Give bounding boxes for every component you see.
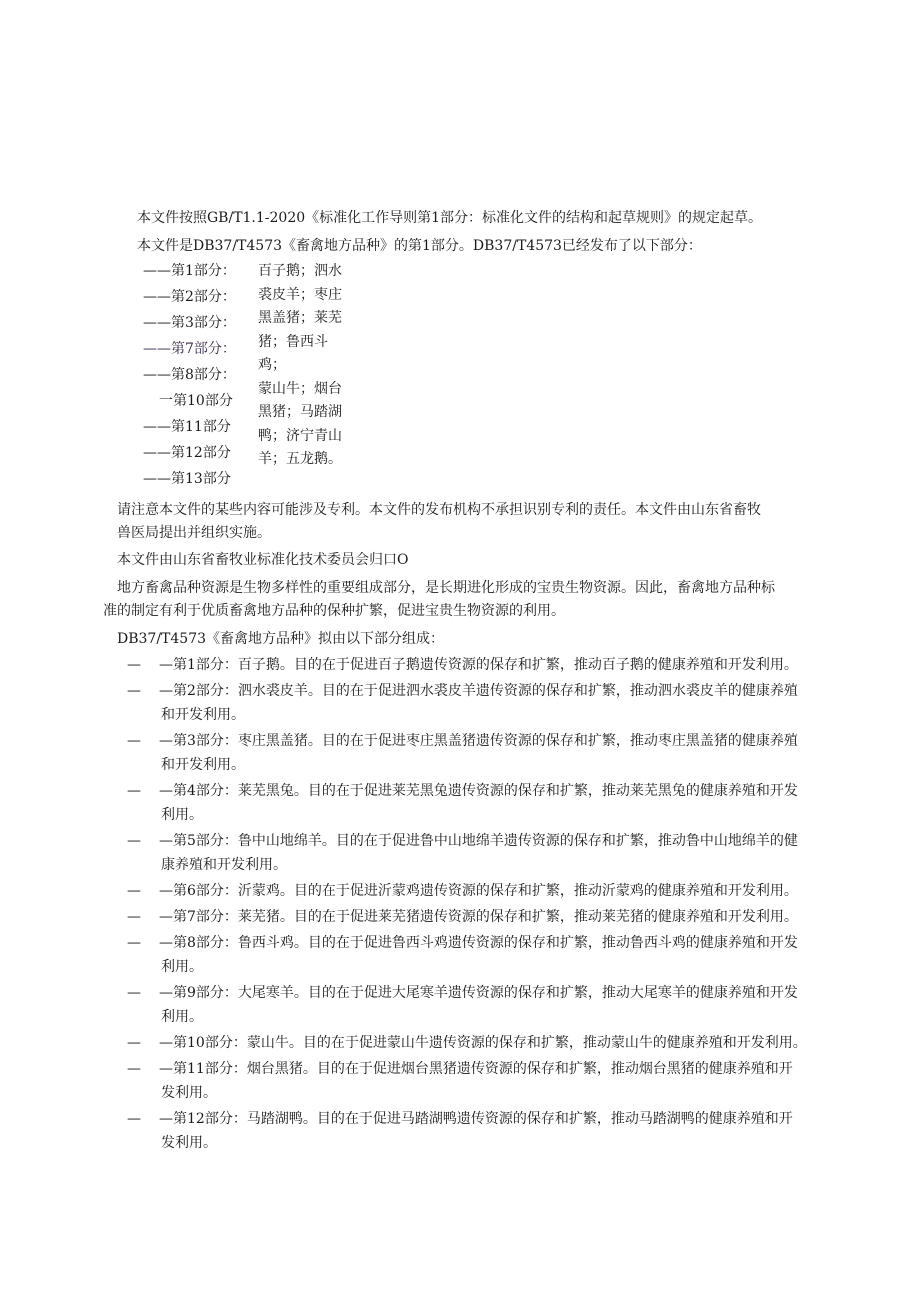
composition-intro: DB37/T4573《畜禽地方品种》拟由以下部分组成： [117,631,445,647]
published-part-name-line: 蒙山牛；烟台 [258,380,342,397]
introduction-paragraph [103,577,863,623]
planned-part-item [125,981,885,1029]
published-part-label: ——第7部分： [143,341,236,357]
published-part-name-line: 鸭；济宁青山 [258,427,342,444]
planned-part-item [125,1107,885,1155]
list-dash-mark: — [127,985,141,1001]
published-part-label: ——第3部分： [143,315,236,331]
planned-part-text: —第10部分：蒙山牛。目的在于促进蒙山牛遗传资源的保存和扩繁，推动蒙山牛的健康养殖和开发利用。 [159,1035,807,1051]
planned-part-item [125,829,885,877]
planned-part-text: —第9部分：大尾寒羊。目的在于促进大尾寒羊遗传资源的保存和扩繁，推动大尾寒羊的健康养殖和开发 [159,985,798,1001]
list-dash-mark: — [127,883,141,899]
series-statement: 本文件是DB37/T4573《畜禽地方品种》的第1部分。DB37/T4573已经发布了以下部分： [137,238,702,254]
planned-part-text: —第8部分：鲁西斗鸡。目的在于促进鲁西斗鸡遗传资源的保存和扩繁，推动鲁西斗鸡的健康养殖和开发 [159,935,798,951]
planned-part-item [125,653,885,677]
published-part-name-line: 裘皮羊；枣庄 [258,286,342,303]
published-parts-labels [143,260,248,494]
planned-part-item [125,905,885,929]
planned-part-item [125,1057,885,1105]
published-part-name-line: 鸡； [258,357,286,373]
list-dash-mark: — [127,833,141,849]
list-dash-mark: — [127,1035,141,1051]
planned-part-text: —第4部分：莱芜黑兔。目的在于促进莱芜黑兔遗传资源的保存和扩繁，推动莱芜黑兔的健康养殖和开发 [159,783,798,799]
planned-part-text: —第3部分：枣庄黑盖猪。目的在于促进枣庄黑盖猪遗传资源的保存和扩繁，推动枣庄黑盖猪的健康养殖 [159,733,798,749]
planned-part-item [125,931,885,979]
list-dash-mark: — [127,909,141,925]
published-part-name-line: 羊；五龙鹅。 [258,451,342,467]
published-part-label: 一第10部分 [159,393,233,409]
list-dash-mark: — [127,783,141,799]
list-dash-mark: — [127,683,141,699]
published-part-label: ——第13部分 [143,471,231,487]
planned-part-text: —第6部分：沂蒙鸡。目的在于促进沂蒙鸡遗传资源的保存和扩繁，推动沂蒙鸡的健康养殖和开发利用。 [159,883,798,899]
planned-part-text: —第5部分：鲁中山地绵羊。目的在于促进鲁中山地绵羊遗传资源的保存和扩繁，推动鲁中山地绵羊的健 [159,833,798,849]
planned-part-continuation: 发利用。 [161,1135,217,1151]
list-dash-mark: — [127,657,141,673]
committee-statement: 本文件由山东省畜牧业标准化技术委员会归口O [117,552,409,568]
list-dash-mark: — [127,1111,141,1127]
planned-part-item [125,729,885,777]
planned-part-continuation: 利用。 [161,807,203,823]
planned-part-continuation: 和开发利用。 [161,757,245,773]
planned-part-item [125,779,885,827]
list-dash-mark: — [127,1061,141,1077]
planned-part-item [125,1031,885,1055]
published-part-label: ——第11部分 [143,419,231,435]
planned-part-text: —第12部分：马踏湖鸭。目的在于促进马踏湖鸭遗传资源的保存和扩繁，推动马踏湖鸭的健康养殖和开 [159,1111,793,1127]
patent-notice-line: 请注意本文件的某些内容可能涉及专利。本文件的发布机构不承担识别专利的责任。本文件由山东省畜牧 [117,502,761,518]
published-part-name-line: 猪；鲁西斗 [258,333,328,350]
published-part-label: ——第8部分： [143,367,236,383]
planned-part-text: —第7部分：莱芜猪。目的在于促进莱芜猪遗传资源的保存和扩繁，推动莱芜猪的健康养殖和开发利用。 [159,909,798,925]
published-part-label: ——第2部分： [143,289,236,305]
planned-part-item [125,679,885,727]
published-part-name-line: 百子鹅；泗水 [258,263,342,279]
planned-part-continuation: 利用。 [161,1009,203,1025]
published-part-label: ——第12部分 [143,445,231,461]
planned-part-continuation: 发利用。 [161,1085,217,1101]
list-dash-mark: — [127,733,141,749]
planned-part-item [125,879,885,903]
drafting-basis: 本文件按照GB/T1.1-2020《标准化工作导则第1部分：标准化文件的结构和起草规则》的规定起草。 [137,210,763,226]
introduction-line: 地方畜禽品种资源是生物多样性的重要组成部分，是长期进化形成的宝贵生物资源。因此，畜禽地方品种标 [117,580,775,596]
planned-parts-list [125,653,885,1157]
planned-part-text: —第2部分：泗水裘皮羊。目的在于促进泗水裘皮羊遗传资源的保存和扩繁，推动泗水裘皮羊的健康养殖 [159,683,798,699]
planned-part-continuation: 康养殖和开发利用。 [161,857,287,873]
list-dash-mark: — [127,935,141,951]
published-part-name-line: 黑猪；马踏湖 [258,404,342,420]
published-part-label: ——第1部分： [143,263,236,279]
planned-part-text: —第1部分：百子鹅。目的在于促进百子鹅遗传资源的保存和扩繁，推动百子鹅的健康养殖和开发利用。 [159,657,798,673]
planned-part-continuation: 利用。 [161,959,203,975]
published-part-name-line: 黑盖猪；莱芜 [258,310,342,326]
published-parts-names [258,260,368,472]
planned-part-continuation: 和开发利用。 [161,707,245,723]
planned-part-text: —第11部分：烟台黑猪。目的在于促进烟台黑猪遗传资源的保存和扩繁，推动烟台黑猪的健康养殖和开 [159,1061,793,1077]
patent-notice-line: 兽医局提出并组织实施。 [117,525,271,541]
patent-notice [117,499,857,545]
introduction-line: 准的制定有利于优质畜禽地方品种的保种扩繁，促进宝贵生物资源的利用。 [103,603,565,619]
